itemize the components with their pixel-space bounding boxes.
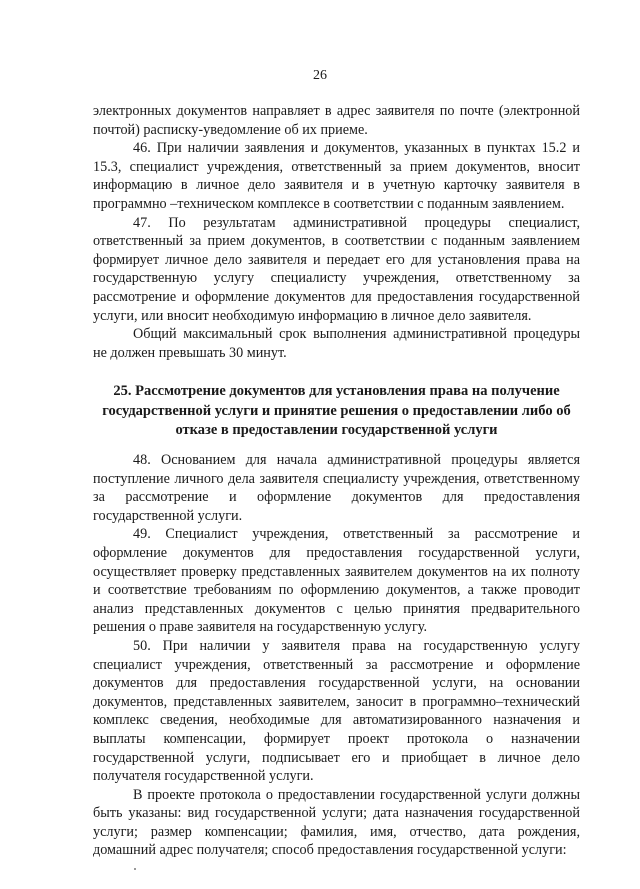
scan-speck bbox=[134, 868, 136, 870]
paragraph-49: 49. Специалист учреждения, ответственный за рассмотрение и оформление документов для предоставления государственной услуги, осуществляет проверку представленных заявителем документов на их полноту и соответствие требованиям по оформлению документов, а также проводит анализ представленных документов с целью принятия предварительного решения о праве заявителя на государственную услугу. bbox=[93, 526, 580, 636]
paragraph-46: 46. При наличии заявления и документов, указанных в пунктах 15.2 и 15.3, специалист учреждения, ответственный за прием документов, вносит информацию в личное дело заявителя и в учетную карточку заявителя в программно –техническом комплексе в соответствии с поданным заявлением. bbox=[93, 140, 580, 212]
paragraph-47: 47. По результатам административной процедуры специалист, ответственный за прием документов, в соответствии с поданным заявлением формирует личное дело заявителя и передает его для установления права на государственную услугу специалисту учреждения, ответственному за рассмотрение и оформление документов для предоставления государственной услуги, или вносит необходимую информацию в личное дело заявителя. bbox=[93, 214, 580, 324]
top-text-block bbox=[93, 102, 580, 362]
paragraph-48: 48. Основанием для начала административной процедуры является поступление личного дела заявителя специалисту учреждения, ответственному за рассмотрение и оформление документов для предоставления государственной услуги. bbox=[93, 452, 580, 524]
paragraph-max-time: Общий максимальный срок выполнения административной процедуры не должен превышать 30 минут. bbox=[93, 326, 580, 361]
paragraph-50: 50. При наличии у заявителя права на государственную услугу специалист учреждения, ответственный за рассмотрение и оформление документов для предоставления государственной услуги, на основании документов, представленных заявителем, заносит в программно–технический комплекс сведения, необходимые для автоматизированного назначения и выплаты компенсации, формирует проект протокола о назначении государственной услуги, подписывает его и приобщает в личное дело получателя государственной услуги. bbox=[93, 637, 580, 785]
section-heading-25: 25. Рассмотрение документов для установления права на получение государственной услуги и принятие решения о предоставлении либо об отказе в предоставлении государственной услуги bbox=[102, 383, 571, 438]
bottom-text-block bbox=[93, 451, 580, 860]
paragraph-continuation: электронных документов направляет в адрес заявителя по почте (электронной почтой) расписку-уведомление об их приеме. bbox=[93, 103, 580, 138]
page-number: 26 bbox=[313, 68, 327, 83]
paragraph-protocol-contents: В проекте протокола о предоставлении государственной услуги должны быть указаны: вид государственной услуги; дата назначения государственной услуги; размер компенсации; фамилия, имя, отчество, дата рождения, домашний адрес получателя; способ предоставления государственной услуги: bbox=[93, 786, 580, 859]
